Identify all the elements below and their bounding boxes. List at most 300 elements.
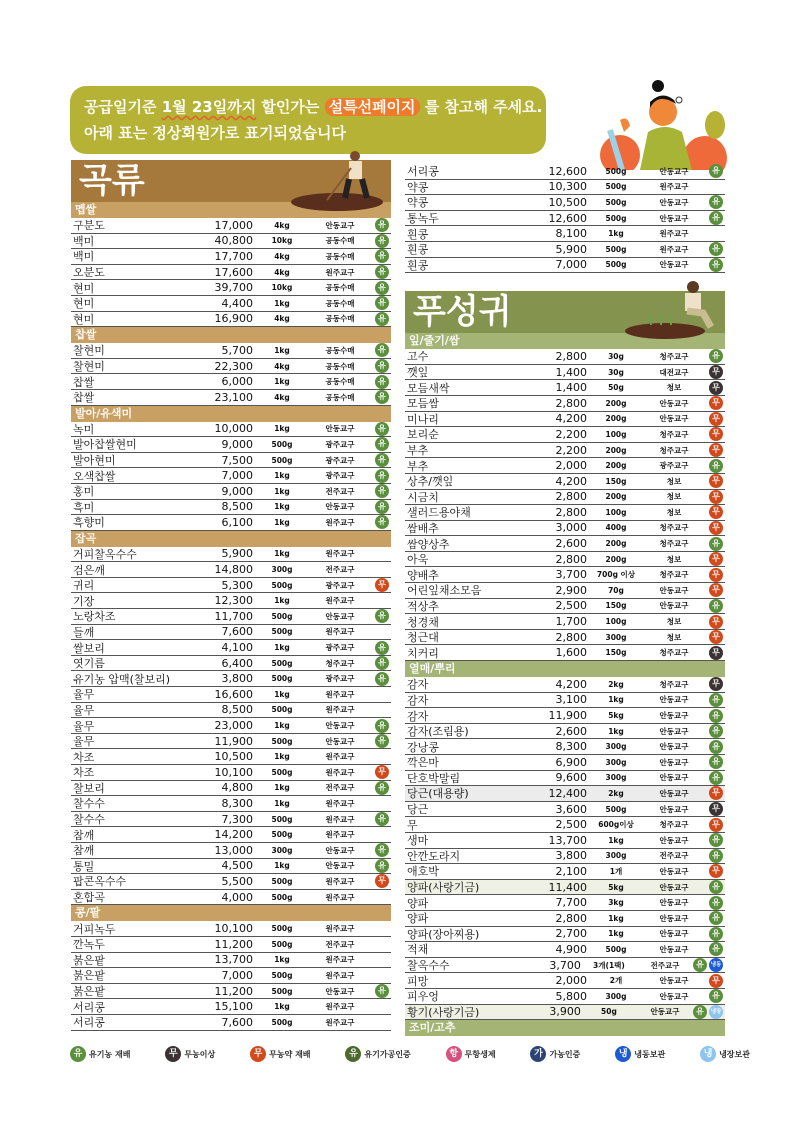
product-name: 통녹두 (407, 212, 439, 226)
product-price: 5,500 (221, 874, 253, 888)
product-name: 유기농 압맥(찰보리) (73, 672, 171, 686)
badge-group (703, 505, 725, 519)
table-row[interactable] (71, 859, 391, 875)
badge-group (369, 437, 391, 451)
table-row[interactable] (405, 505, 725, 521)
product-price: 2,800 (555, 349, 587, 363)
table-row[interactable] (405, 708, 725, 724)
table-row[interactable] (71, 718, 391, 734)
legend-item-chilled (700, 1046, 750, 1075)
product-price: 2,000 (555, 974, 587, 988)
table-row[interactable] (71, 656, 391, 672)
product-origin: 청보 (666, 632, 682, 642)
product-price: 2,700 (555, 927, 587, 941)
table-row[interactable] (71, 984, 391, 1000)
product-price: 4,400 (221, 296, 253, 310)
badge-group (703, 615, 725, 629)
product-name: 당근(대용량) (407, 787, 469, 801)
table-row[interactable] (405, 458, 725, 474)
product-name: 적상추 (407, 599, 439, 613)
product-name: 찰현미 (73, 360, 105, 374)
table-row[interactable] (405, 211, 725, 227)
table-row[interactable] (71, 343, 391, 359)
product-name: 청근대 (407, 631, 439, 645)
product-name: 흑향미 (73, 516, 105, 530)
product-origin: 공동수매 (325, 298, 355, 308)
nonpest-badge-icon: 무 (709, 521, 723, 535)
product-origin: 공동수매 (325, 345, 355, 355)
notice-mid: 할인가는 (256, 98, 325, 116)
product-unit: 5kg (608, 882, 624, 892)
organic-badge-icon: 유 (709, 164, 723, 178)
organic-badge-icon: 유 (375, 781, 389, 795)
table-row[interactable] (71, 500, 391, 516)
table-row[interactable] (71, 937, 391, 953)
table-row[interactable] (405, 739, 725, 755)
legend-label: 냉장보관 (719, 1049, 750, 1059)
table-row[interactable] (405, 693, 725, 709)
product-unit: 200g (605, 554, 627, 564)
badge-group (703, 242, 725, 256)
table-row[interactable] (405, 474, 725, 490)
organic-badge-icon: 유 (70, 1046, 86, 1062)
product-name: 깻잎 (407, 366, 429, 380)
product-price: 3,000 (555, 521, 587, 535)
table-row[interactable] (71, 703, 391, 719)
table-row[interactable] (71, 265, 391, 281)
product-unit: 1kg (274, 486, 290, 496)
product-price: 8,300 (555, 740, 587, 754)
product-origin: 원주교구 (659, 229, 689, 239)
table-row[interactable] (405, 180, 725, 196)
organic-badge-icon: 유 (375, 375, 389, 389)
table-row[interactable] (405, 380, 725, 396)
transition-badge-icon: 무 (709, 802, 723, 816)
product-origin: 안동교구 (659, 773, 689, 783)
product-unit: 500g (271, 439, 293, 449)
organic-badge-icon: 유 (375, 343, 389, 357)
table-row[interactable] (71, 515, 391, 531)
product-name: 양파(장아찌용) (407, 927, 480, 941)
table-row[interactable] (71, 390, 391, 406)
table-row[interactable] (405, 724, 725, 740)
product-price: 5,800 (555, 989, 587, 1003)
organic-badge-icon: 유 (709, 911, 723, 925)
nonpest-badge-icon: 무 (709, 615, 723, 629)
table-row[interactable] (405, 365, 725, 381)
table-row[interactable] (405, 911, 725, 927)
table-row[interactable] (71, 359, 391, 375)
product-name: 서리콩 (407, 165, 439, 179)
product-origin: 원주교구 (325, 705, 355, 715)
table-row[interactable] (405, 989, 725, 1005)
product-origin: 안동교구 (659, 835, 689, 845)
table-row[interactable] (405, 490, 725, 506)
table-row[interactable] (71, 765, 391, 781)
product-origin: 전주교구 (325, 939, 355, 949)
product-origin: 안동교구 (650, 1007, 680, 1017)
table-row[interactable] (71, 218, 391, 234)
product-unit: 500g (271, 455, 293, 465)
badge-group (693, 958, 725, 972)
table-row[interactable] (71, 374, 391, 390)
product-name: 피망 (407, 974, 429, 988)
product-price: 11,700 (214, 609, 253, 623)
table-row[interactable] (71, 749, 391, 765)
legend-label: 무항생제 (464, 1049, 496, 1059)
badge-group (703, 724, 725, 738)
product-unit: 200g (605, 414, 627, 424)
table-row[interactable] (405, 927, 725, 943)
product-unit: 1kg (274, 643, 290, 653)
nonpest-badge-icon: 무 (709, 583, 723, 597)
product-name: 흑미 (73, 500, 95, 514)
organic-badge-icon: 유 (709, 349, 723, 363)
product-name: 적채 (407, 943, 429, 957)
table-row[interactable] (71, 968, 391, 984)
product-price: 7,600 (221, 1015, 253, 1029)
product-price: 14,200 (214, 828, 253, 842)
product-origin: 청보 (666, 554, 682, 564)
notice-suffix: 를 참고해 주세요. (419, 98, 543, 116)
product-origin: 안동교구 (325, 611, 355, 621)
table-row[interactable] (405, 645, 725, 661)
product-unit: 70g (608, 585, 624, 595)
product-name: 치커리 (407, 646, 439, 660)
table-row[interactable] (71, 812, 391, 828)
product-price: 7,500 (221, 453, 253, 467)
table-row[interactable] (71, 890, 391, 906)
table-row[interactable] (405, 412, 725, 428)
special-page-highlight[interactable]: 설특선페이지 (325, 98, 420, 116)
product-price: 12,300 (214, 594, 253, 608)
badge-group (703, 740, 725, 754)
product-origin: 안동교구 (659, 788, 689, 798)
table-row[interactable] (71, 562, 391, 578)
product-origin: 청주교구 (659, 523, 689, 533)
table-row[interactable] (71, 312, 391, 328)
product-price: 4,200 (555, 474, 587, 488)
product-unit: 1kg (608, 929, 624, 939)
table-row[interactable] (405, 536, 725, 552)
badge-group (703, 942, 725, 956)
table-row[interactable] (405, 942, 725, 958)
badge-group (703, 771, 725, 785)
table-row[interactable] (71, 437, 391, 453)
product-price: 2,800 (555, 552, 587, 566)
legend-item-processed (345, 1046, 411, 1075)
product-price: 1,700 (555, 615, 587, 629)
badge-group (369, 312, 391, 326)
table-row[interactable] (405, 427, 725, 443)
table-row[interactable] (405, 599, 725, 615)
product-price: 17,700 (214, 249, 253, 263)
table-row[interactable] (71, 484, 391, 500)
badge-group (369, 453, 391, 467)
product-unit: 200g (605, 539, 627, 549)
badge-group (369, 343, 391, 357)
product-origin: 안동교구 (659, 585, 689, 595)
product-name: 발아현미 (73, 454, 116, 468)
table-row[interactable] (405, 226, 725, 242)
table-row[interactable] (405, 349, 725, 365)
table-row[interactable] (405, 755, 725, 771)
product-unit: 500g (605, 804, 627, 814)
badge-group (703, 880, 725, 894)
product-name: 모듬쌈 (407, 397, 439, 411)
product-unit: 1kg (274, 549, 290, 559)
product-price: 10,500 (548, 195, 587, 209)
product-unit: 500g (605, 197, 627, 207)
badge-group (369, 874, 391, 888)
product-price: 5,900 (555, 242, 587, 256)
table-row[interactable] (71, 468, 391, 484)
badge-group (369, 484, 391, 498)
product-name: 율무 (73, 719, 95, 733)
product-price: 3,800 (555, 849, 587, 863)
product-unit: 1kg (608, 229, 624, 239)
product-name: 황기(사랑기금) (407, 1005, 480, 1019)
table-row[interactable] (71, 999, 391, 1015)
badge-group (703, 989, 725, 1003)
badge-legend (70, 1046, 750, 1075)
product-price: 1,400 (555, 381, 587, 395)
table-row[interactable] (405, 242, 725, 258)
product-unit: 1kg (608, 913, 624, 923)
table-row[interactable] (71, 609, 391, 625)
badge-group (369, 734, 391, 748)
product-unit: 4kg (274, 314, 290, 324)
product-price: 10,100 (214, 922, 253, 936)
table-row[interactable] (405, 958, 725, 974)
table-row[interactable] (71, 921, 391, 937)
table-row[interactable] (405, 895, 725, 911)
table-row[interactable] (405, 614, 725, 630)
table-row[interactable] (71, 625, 391, 641)
legend-item-organic (70, 1046, 130, 1062)
table-row[interactable] (405, 817, 725, 833)
table-row[interactable] (405, 552, 725, 568)
badge-group (369, 656, 391, 670)
product-price: 17,600 (214, 265, 253, 279)
product-unit: 300g (271, 565, 293, 575)
organic-badge-icon: 유 (375, 984, 389, 998)
table-row[interactable] (71, 296, 391, 312)
table-row[interactable] (71, 422, 391, 438)
organic-badge-icon: 유 (709, 459, 723, 473)
table-row[interactable] (71, 687, 391, 703)
product-origin: 안동교구 (659, 260, 689, 270)
badge-group (369, 843, 391, 857)
product-unit: 3kg (608, 898, 624, 908)
product-unit: 500g (271, 674, 293, 684)
table-row[interactable] (405, 833, 725, 849)
product-price: 3,800 (221, 672, 253, 686)
table-row[interactable] (405, 864, 725, 880)
product-price: 7,600 (221, 625, 253, 639)
table-row[interactable] (71, 734, 391, 750)
product-price: 12,400 (548, 786, 587, 800)
badge-group (369, 359, 391, 373)
chilled-badge-icon: 냉장 (700, 1046, 716, 1062)
product-price: 2,800 (555, 505, 587, 519)
legend-label: 냉동보관 (634, 1049, 666, 1059)
organic-badge-icon: 유 (709, 242, 723, 256)
table-row[interactable] (405, 802, 725, 818)
badge-group (703, 583, 725, 597)
table-row[interactable] (405, 521, 725, 537)
product-origin: 원주교구 (325, 798, 355, 808)
table-row[interactable] (405, 583, 725, 599)
table-row[interactable] (71, 953, 391, 969)
table-row[interactable] (405, 164, 725, 180)
product-name: 검은깨 (73, 563, 105, 577)
table-row[interactable] (405, 1005, 725, 1021)
product-origin: 청보 (666, 492, 682, 502)
badge-group (703, 864, 725, 878)
badge-group (703, 537, 725, 551)
product-origin: 안동교구 (659, 913, 689, 923)
organic-badge-icon: 유 (709, 195, 723, 209)
product-unit: 1kg (274, 502, 290, 512)
table-row[interactable] (71, 547, 391, 563)
badge-group (703, 818, 725, 832)
table-row[interactable] (405, 195, 725, 211)
subcategory-header: 잡곡 (71, 531, 391, 547)
product-name: 쌀보리 (73, 641, 105, 655)
product-price: 17,000 (214, 218, 253, 232)
table-row[interactable] (71, 843, 391, 859)
table-row[interactable] (71, 796, 391, 812)
table-row[interactable] (71, 640, 391, 656)
product-origin: 청보 (666, 476, 682, 486)
product-price: 12,600 (548, 211, 587, 225)
organic-badge-icon: 유 (709, 724, 723, 738)
product-origin: 안동교구 (659, 166, 689, 176)
product-origin: 원주교구 (325, 549, 355, 559)
product-price: 5,700 (221, 343, 253, 357)
product-price: 2,800 (555, 630, 587, 644)
product-unit: 300g (271, 845, 293, 855)
badge-group (703, 755, 725, 769)
table-row[interactable] (405, 973, 725, 989)
table-row[interactable] (405, 258, 725, 274)
product-name: 팝콘옥수수 (73, 875, 127, 889)
product-price: 16,900 (214, 312, 253, 326)
table-row[interactable] (405, 849, 725, 865)
product-price: 4,800 (221, 781, 253, 795)
product-unit: 1kg (274, 752, 290, 762)
badge-group (369, 609, 391, 623)
product-origin: 대전교구 (659, 367, 689, 377)
organic-badge-icon: 유 (709, 537, 723, 551)
table-row[interactable] (71, 593, 391, 609)
table-row[interactable] (405, 677, 725, 693)
table-row[interactable] (71, 249, 391, 265)
product-origin: 광주교구 (325, 674, 355, 684)
table-row[interactable] (71, 874, 391, 890)
product-name: 붉은팥 (73, 953, 105, 967)
badge-group (369, 469, 391, 483)
beans-continued-table (405, 164, 725, 273)
badge-group (703, 786, 725, 800)
product-origin: 원주교구 (659, 182, 689, 192)
product-unit: 200g (605, 398, 627, 408)
table-row[interactable] (71, 453, 391, 469)
farmer-planting-icon (621, 281, 721, 343)
product-name: 피우엉 (407, 990, 439, 1004)
badge-group (369, 578, 391, 592)
product-unit: 500g (605, 260, 627, 270)
table-row[interactable] (405, 396, 725, 412)
woman-illustration-icon (600, 70, 730, 170)
product-price: 3,100 (555, 693, 587, 707)
product-unit: 500g (271, 970, 293, 980)
product-name: 생마 (407, 834, 429, 848)
table-row[interactable] (71, 827, 391, 843)
product-unit: 500g (605, 182, 627, 192)
table-row[interactable] (405, 443, 725, 459)
table-row[interactable] (405, 786, 725, 802)
product-price: 2,100 (555, 864, 587, 878)
product-name: 참깨 (73, 828, 95, 842)
product-name: 고수 (407, 350, 429, 364)
nonpest-badge-icon: 무 (709, 427, 723, 441)
product-unit: 500g (271, 939, 293, 949)
legend-item-nonpest (250, 1046, 310, 1062)
product-price: 11,200 (214, 937, 253, 951)
product-name: 붉은팥 (73, 969, 105, 983)
product-price: 5,900 (221, 547, 253, 561)
table-row[interactable] (71, 1015, 391, 1031)
organic-badge-icon: 유 (375, 515, 389, 529)
product-unit: 4kg (274, 392, 290, 402)
table-row[interactable] (71, 781, 391, 797)
product-unit: 50g (608, 383, 624, 393)
product-price: 39,700 (214, 281, 253, 295)
product-price: 15,100 (214, 1000, 253, 1014)
organic-badge-icon: 유 (375, 812, 389, 826)
product-unit: 300g (605, 757, 627, 767)
product-unit: 10kg (271, 283, 293, 293)
badge-group (369, 422, 391, 436)
table-row[interactable] (71, 280, 391, 296)
product-name: 현미 (73, 297, 95, 311)
product-origin: 광주교구 (659, 461, 689, 471)
product-origin: 전주교구 (659, 851, 689, 861)
product-price: 11,900 (548, 709, 587, 723)
organic-badge-icon: 유 (709, 942, 723, 956)
table-row[interactable] (405, 771, 725, 787)
table-row[interactable] (405, 880, 725, 896)
organic-badge-icon: 유 (375, 469, 389, 483)
nonpest-badge-icon: 무 (709, 396, 723, 410)
product-name: 깐녹두 (73, 938, 105, 952)
table-row[interactable] (71, 671, 391, 687)
product-name: 감자 (407, 693, 429, 707)
product-price: 12,600 (548, 164, 587, 178)
product-unit: 4kg (274, 220, 290, 230)
table-row[interactable] (405, 630, 725, 646)
table-row[interactable] (71, 578, 391, 594)
product-unit: 500g (271, 705, 293, 715)
product-origin: 원주교구 (325, 924, 355, 934)
table-row[interactable] (71, 234, 391, 250)
table-row[interactable] (405, 567, 725, 583)
product-price: 2,600 (555, 724, 587, 738)
product-price: 4,200 (555, 412, 587, 426)
product-origin: 안동교구 (659, 944, 689, 954)
